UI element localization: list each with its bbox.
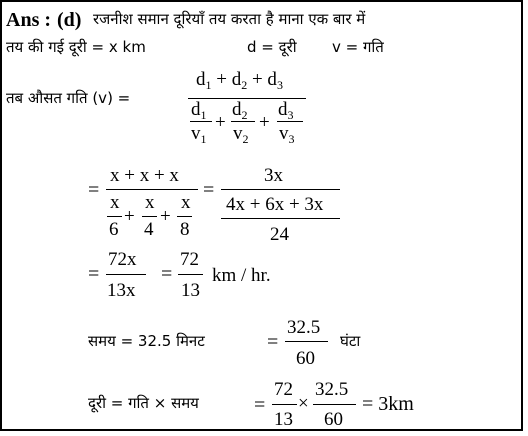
- step2-den-6: 6: [109, 219, 119, 240]
- time-den: 60: [296, 348, 315, 369]
- equals-sign: =: [161, 263, 173, 285]
- dist-f2-num: 32.5: [315, 379, 349, 400]
- step3-frac1-num: 72x: [108, 249, 137, 270]
- fraction-bar: [190, 121, 212, 122]
- fraction-bar: [221, 189, 340, 190]
- step3-frac2-num: 72: [180, 249, 199, 270]
- equals-sign: =: [203, 179, 215, 201]
- equals-sign: =: [267, 331, 279, 353]
- fraction-bar: [107, 216, 122, 217]
- den-term-d2: $d_2$: [232, 99, 248, 122]
- plus-sign: +: [124, 206, 135, 227]
- option-label: (d): [57, 9, 82, 31]
- fraction-bar: [106, 274, 146, 275]
- ans-label: Ans :: [6, 9, 52, 31]
- dist-f1-num: 72: [274, 379, 293, 400]
- distance-label: दूरी = गति × समय: [88, 394, 199, 412]
- intro-line-2: [6, 40, 146, 55]
- fraction-bar: [277, 121, 303, 122]
- fraction-bar: [188, 98, 306, 99]
- plus-sign: +: [215, 112, 226, 133]
- fraction-bar: [106, 189, 198, 190]
- fraction-bar: [231, 121, 255, 122]
- fraction-bar: [272, 404, 297, 405]
- step2-den-8: 8: [180, 219, 190, 240]
- step2-right-denominator: 4x + 6x + 3x: [226, 194, 324, 215]
- distance-per-trip: तय की गई दूरी = x km: [6, 38, 146, 56]
- equals-sign: =: [254, 394, 266, 416]
- speed-unit: km / hr.: [212, 265, 271, 286]
- plus-sign: +: [160, 206, 171, 227]
- dist-f2-den: 60: [324, 409, 343, 430]
- step2-den-x1: x: [110, 192, 120, 213]
- step2-den-x3: x: [181, 192, 191, 213]
- fraction-bar: [221, 218, 340, 219]
- avg-speed-numerator: $d_1 + d_2 + d_3$: [196, 69, 283, 92]
- den-term-d3: $d_3$: [278, 99, 294, 122]
- times-sign: ×: [298, 393, 309, 414]
- step3-frac2-den: 13: [181, 280, 200, 301]
- dist-f1-den: 13: [274, 409, 293, 430]
- den-term-v3: $v_3$: [279, 123, 295, 146]
- step2-right-den-bottom: 24: [270, 224, 289, 245]
- step2-den-4: 4: [144, 219, 154, 240]
- den-term-v2: $v_2$: [233, 123, 249, 146]
- den-term-v1: $v_1$: [191, 123, 207, 146]
- intro-line-1: रजनीश समान दूरियाँ तय करता है माना एक बार में: [93, 10, 366, 28]
- fraction-bar: [178, 274, 203, 275]
- distance-result: = 3km: [362, 393, 414, 415]
- fraction-bar: [142, 216, 157, 217]
- equals-sign: =: [88, 179, 100, 201]
- step2-numerator: x + x + x: [110, 165, 179, 186]
- step2-right-numerator: 3x: [264, 165, 283, 186]
- avg-speed-label: तब औसत गति (v) =: [6, 89, 131, 107]
- step3-frac1-den: 13x: [107, 280, 136, 301]
- fraction-bar: [177, 216, 192, 217]
- plus-sign: +: [259, 112, 270, 133]
- hours-unit: घंटा: [340, 332, 361, 350]
- time-num: 32.5: [287, 317, 321, 338]
- time-label: समय = 32.5 मिनट: [88, 332, 205, 350]
- den-term-d1: $d_1$: [191, 99, 207, 122]
- equals-sign: =: [88, 263, 100, 285]
- fraction-bar: [313, 404, 356, 405]
- d-definition: d = दूरी: [247, 38, 297, 56]
- step2-den-x2: x: [145, 192, 155, 213]
- v-definition: v = गति: [332, 38, 384, 56]
- fraction-bar: [285, 341, 328, 342]
